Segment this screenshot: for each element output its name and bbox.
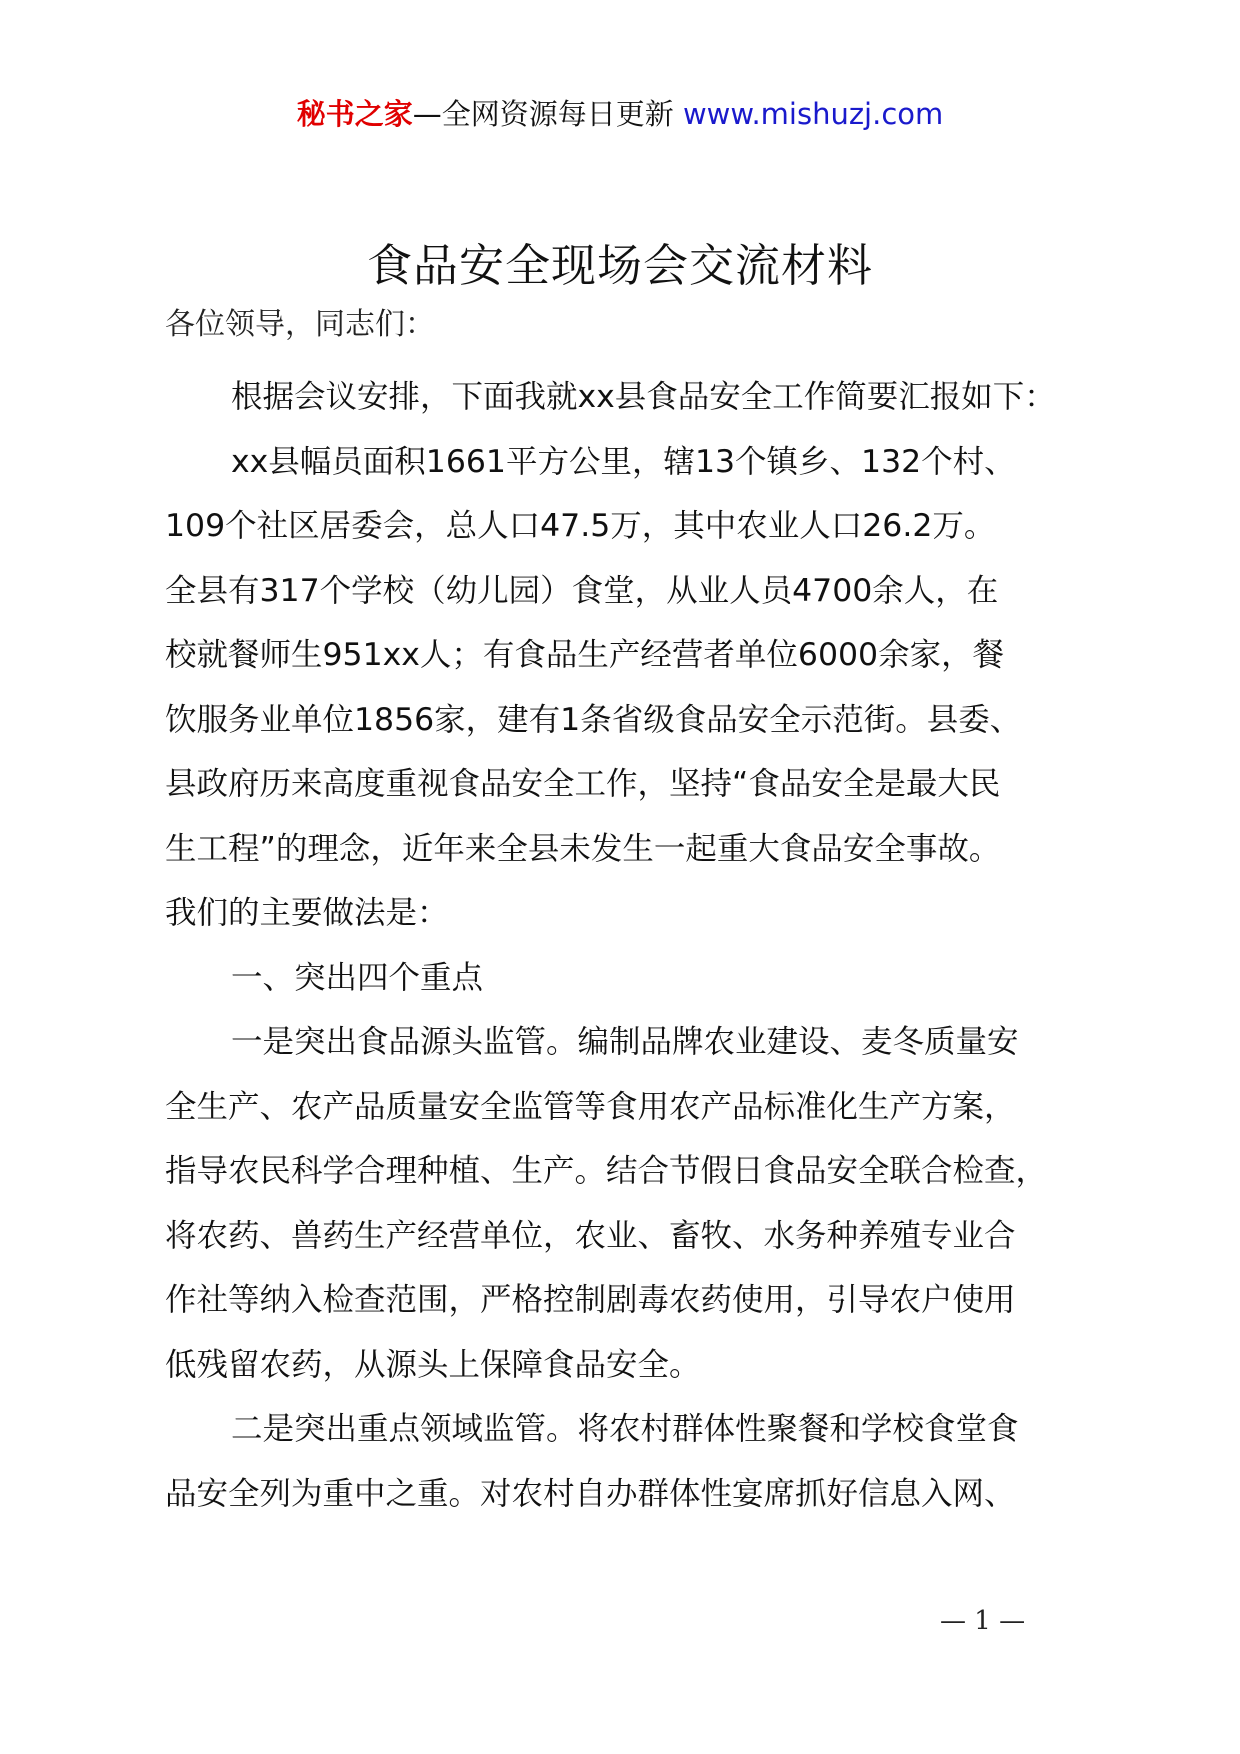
page-number: — 1 — bbox=[940, 1606, 1026, 1636]
body-line: 生工程”的理念，近年来全县未发生一起重大食品安全事故。 bbox=[165, 830, 1001, 867]
document-title: 食品安全现场会交流材料 bbox=[366, 239, 873, 292]
body-line: xx县幅员面积1661平方公里，辖13个镇乡、132个村、 bbox=[231, 443, 1016, 480]
salutation: 各位领导，同志们： bbox=[165, 307, 435, 342]
header-url-link[interactable]: www.mishuzj.com bbox=[682, 97, 944, 131]
document-body bbox=[165, 365, 1115, 1526]
body-line: 品安全列为重中之重。对农村自办群体性宴席抓好信息入网、 bbox=[165, 1475, 1016, 1512]
body-line: 县政府历来高度重视食品安全工作，坚持“食品安全是最大民 bbox=[165, 766, 1001, 802]
body-line: 根据会议安排，下面我就xx县食品安全工作简要汇报如下： bbox=[231, 379, 1056, 415]
body-line: 二是突出重点领域监管。将农村群体性聚餐和学校食堂食 bbox=[231, 1411, 1019, 1447]
body-line: 低残留农药，从源头上保障食品安全。 bbox=[165, 1346, 701, 1383]
site-header bbox=[0, 97, 1240, 131]
section-heading: 一、突出四个重点 bbox=[231, 959, 484, 996]
body-line: 指导农民科学合理种植、生产。结合节假日食品安全联合检查， bbox=[165, 1153, 1048, 1189]
brand-name: 秘书之家 bbox=[296, 97, 413, 131]
body-line: 109个社区居委会，总人口47.5万，其中农业人口26.2万。 bbox=[165, 508, 996, 544]
body-line: 全县有317个学校（幼儿园）食堂，从业人员4700余人，在 bbox=[165, 572, 999, 609]
body-line: 校就餐师生951xx人；有食品生产经营者单位6000余家，餐 bbox=[165, 637, 1005, 673]
body-line: 全生产、农产品质量安全监管等食用农产品标准化生产方案， bbox=[165, 1088, 1016, 1125]
body-line: 将农药、兽药生产经营单位，农业、畜牧、水务种养殖专业合 bbox=[165, 1217, 1016, 1254]
header-slogan: —全网资源每日更新 bbox=[412, 97, 683, 131]
body-line: 我们的主要做法是： bbox=[165, 895, 449, 931]
body-line: 饮服务业单位1856家，建有1条省级食品安全示范街。县委、 bbox=[165, 701, 1022, 738]
body-line: 一是突出食品源头监管。编制品牌农业建设、麦冬质量安 bbox=[231, 1024, 1019, 1060]
body-line: 作社等纳入检查范围，严格控制剧毒农药使用，引导农户使用 bbox=[165, 1282, 1016, 1318]
